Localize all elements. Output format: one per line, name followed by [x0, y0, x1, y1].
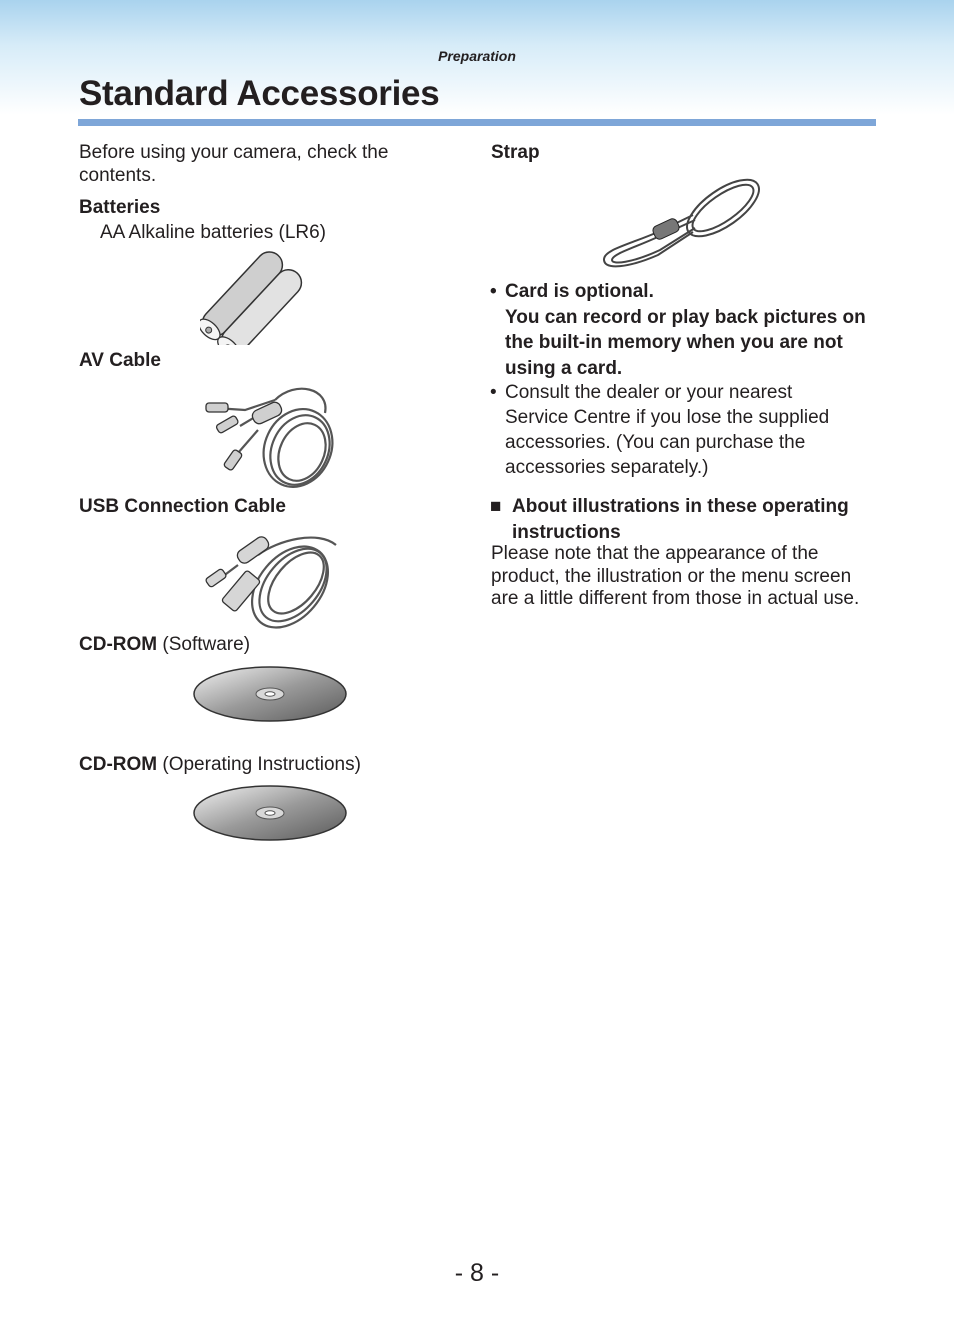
bullet-marker: •: [490, 281, 497, 302]
about-illustrations-title: About illustrations in these operating instructions: [512, 496, 849, 543]
av-cable-illustration: [200, 378, 340, 490]
av-cable-heading: AV Cable: [79, 350, 162, 371]
strap-illustration: [598, 170, 768, 275]
cdrom-software-illustration: [191, 664, 349, 724]
cdrom-manual-heading: CD-ROM (Operating Instructions): [79, 754, 361, 775]
note-service-centre-text: Consult the dealer or your nearest Service Centre if you lose the supplied accessories. (You can purchase the accessories separately.): [505, 382, 830, 478]
cdrom-manual-illustration: [191, 783, 349, 843]
batteries-illustration: [200, 250, 340, 345]
section-label: Preparation: [438, 48, 516, 64]
title-divider: [78, 119, 876, 126]
cdrom-software-heading: CD-ROM (Software): [79, 634, 251, 655]
strap-heading: Strap: [491, 142, 540, 163]
intro-text: Before using your camera, check the contents.: [79, 142, 389, 186]
note-card-optional-detail: You can record or play back pictures on the built-in memory when you are not using a card.: [505, 306, 866, 379]
square-marker-icon: ■: [490, 496, 502, 517]
batteries-heading: Batteries: [79, 197, 161, 218]
note-card-optional-title: Card is optional.: [505, 281, 654, 302]
about-illustrations-body: Please note that the appearance of the product, the illustration or the menu screen are a little different from those in actual use.: [491, 543, 860, 609]
page-number: - 8 -: [454, 1259, 500, 1287]
usb-cable-heading: USB Connection Cable: [79, 496, 286, 517]
bullet-marker: •: [490, 382, 497, 403]
usb-cable-illustration: [198, 525, 343, 630]
batteries-description: AA Alkaline batteries (LR6): [100, 222, 327, 243]
page-title: Standard Accessories: [79, 74, 440, 113]
